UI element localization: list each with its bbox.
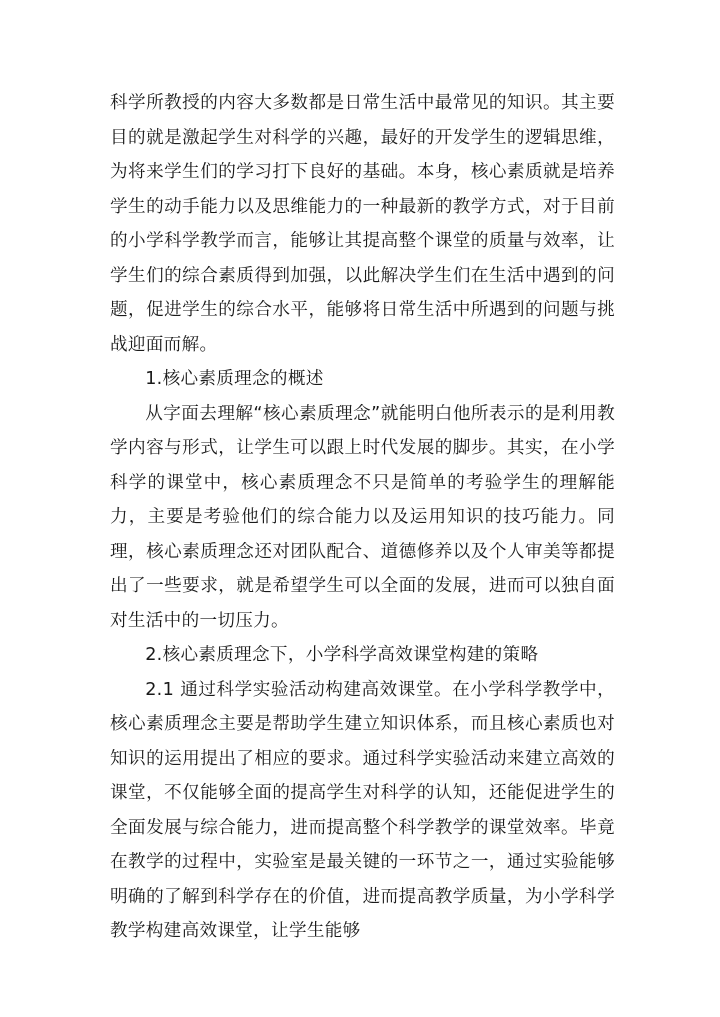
section-heading-1: 1.核心素质理念的概述: [145, 369, 324, 389]
document-body: [110, 86, 615, 949]
section-1-paragraph: 从字面去理解“核心素质理念”就能明白他所表示的是利用教学内容与形式，让学生可以跟上时代发展的脚步。其实，在小学科学的课堂中，核心素质理念不只是简单的考验学生的理解能力，主要是考验他们的综合能力以及运用知识的技巧能力。同理，核心素质理念还对团队配合、道德修养以及个人审美等都提出了一些要求，就是希望学生可以全面的发展，进而可以独自面对生活中的一切压力。: [110, 403, 615, 631]
intro-paragraph: 科学所教授的内容大多数都是日常生活中最常见的知识。其主要目的就是激起学生对科学的兴趣，最好的开发学生的逻辑思维，为将来学生们的学习打下良好的基础。本身，核心素质就是培养学生的动手能力以及思维能力的一种最新的教学方式，对于目前的小学科学教学而言，能够让其提高整个课堂的质量与效率，让学生们的综合素质得到加强，以此解决学生们在生活中遇到的问题，促进学生的综合水平，能够将日常生活中所遇到的问题与挑战迎面而解。: [110, 93, 615, 355]
section-2-1-paragraph: 2.1 通过科学实验活动构建高效课堂。在小学科学教学中，核心素质理念主要是帮助学生建立知识体系，而且核心素质也对知识的运用提出了相应的要求。通过科学实验活动来建立高效的课堂，不仅能够全面的提高学生对科学的认知，还能促进学生的全面发展与综合能力，进而提高整个科学教学的课堂效率。毕竟在教学的过程中，实验室是最关键的一环节之一，通过实验能够明确的了解到科学存在的价值，进而提高教学质量，为小学科学教学构建高效课堂，让学生能够: [110, 679, 615, 941]
section-heading-2: 2.核心素质理念下，小学科学高效课堂构建的策略: [145, 645, 539, 665]
